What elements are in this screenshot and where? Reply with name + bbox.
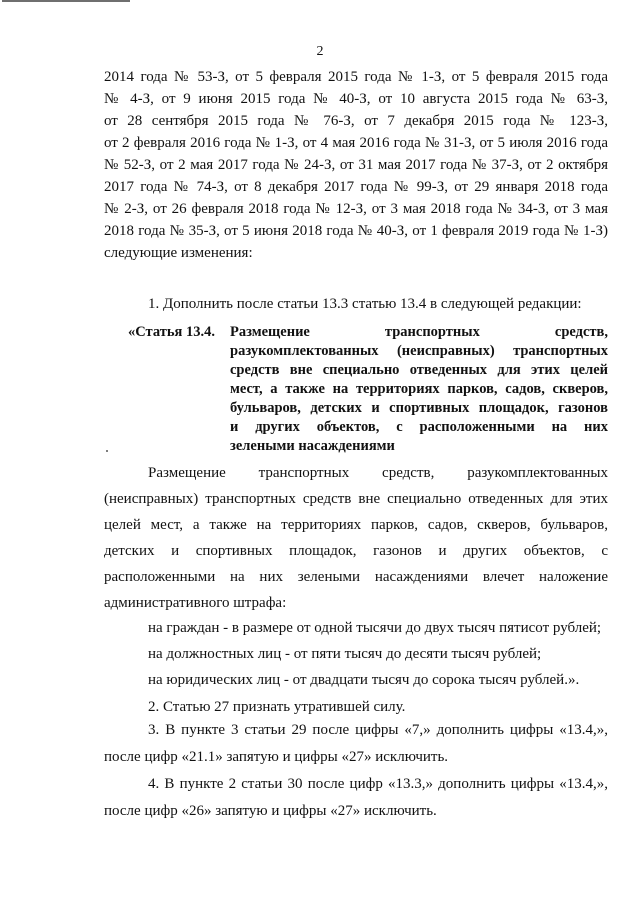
article-title-line: разукомплектованных (неисправных) транспортных	[230, 343, 608, 359]
penalty-citizens: на граждан - в размере от одной тысячи до двух тысяч пятисот рублей;	[148, 620, 602, 636]
text-line: № 52-З, от 2 мая 2017 года № 24-З, от 31 мая 2017 года № 37-З, от 2 октября	[104, 157, 608, 173]
text-line: от 2 февраля 2016 года № 1-З, от 4 мая 2016 года № 31-З, от 5 июля 2016 года	[104, 135, 608, 151]
article-title-line: и других объектов, с расположенными на них	[230, 419, 608, 435]
text-line: 3. В пункте 3 статьи 29 после цифры «7,» дополнить цифры «13.4,»,	[148, 722, 608, 738]
text-line: № 2-З, от 26 февраля 2018 года № 12-З, от 3 мая 2018 года № 34-З, от 3 мая	[104, 201, 608, 217]
text-line: административного штрафа:	[104, 595, 287, 611]
item-1: 1. Дополнить после статьи 13.3 статью 13.4 в следующей редакции:	[148, 296, 582, 312]
text-line: Размещение транспортных средств, разукомплектованных	[148, 465, 608, 481]
article-number: «Статья 13.4.	[128, 324, 215, 340]
text-line: следующие изменения:	[104, 245, 253, 261]
page-number: 2	[316, 44, 324, 59]
text-line: (неисправных) транспортных средств вне специально отведенных для этих	[104, 491, 608, 507]
text-line: целей мест, а также на территориях парков, садов, скверов, бульваров,	[104, 517, 608, 533]
text-line: детских и спортивных площадок, газонов и других объектов, с	[104, 543, 608, 559]
text-line: 2018 года № 35-З, от 5 июня 2018 года № 40-З, от 1 февраля 2019 года № 1-З)	[104, 223, 608, 239]
article-title-line: Размещение транспортных средств,	[230, 324, 608, 340]
text-line: 4. В пункте 2 статьи 30 после цифр «13.3,» дополнить цифры «13.4,»,	[148, 776, 608, 792]
text-line: расположенными на них зелеными насаждениями влечет наложение	[104, 569, 608, 585]
article-title-line: зелеными насаждениями	[230, 438, 395, 454]
text-line: после цифр «21.1» запятую и цифры «27» исключить.	[104, 749, 449, 765]
text-line: № 4-З, от 9 июня 2015 года № 40-З, от 10 августа 2015 года № 63-З,	[104, 91, 608, 107]
article-title-line: средств вне специально отведенных для этих целей	[230, 362, 608, 378]
article-title-line: бульваров, детских и спортивных площадок, газонов	[230, 400, 608, 416]
article-text	[104, 460, 608, 616]
text-line: от 28 сентября 2015 года № 76-З, от 7 декабря 2015 года № 123-З,	[104, 113, 608, 129]
penalty-officials: на должностных лиц - от пяти тысяч до десяти тысяч рублей;	[148, 646, 542, 662]
text-line: после цифр «26» запятую и цифры «27» исключить.	[104, 803, 437, 819]
top-rule	[2, 0, 130, 2]
opening-paragraph	[104, 66, 608, 264]
text-line: 2014 года № 53-З, от 5 февраля 2015 года № 1-З, от 5 февраля 2015 года	[104, 69, 608, 85]
article-title-line: мест, а также на территориях парков, садов, скверов,	[230, 381, 608, 397]
item-3	[104, 717, 608, 771]
penalty-legal-entities: на юридических лиц - от двадцати тысяч до сорока тысяч рублей.».	[148, 672, 580, 688]
item-4	[104, 771, 608, 825]
text-line: 2017 года № 74-З, от 8 декабря 2017 года № 99-З, от 29 января 2018 года	[104, 179, 608, 195]
article-title	[230, 323, 608, 456]
scan-mark	[106, 450, 108, 452]
item-2: 2. Статью 27 признать утратившей силу.	[148, 699, 406, 715]
